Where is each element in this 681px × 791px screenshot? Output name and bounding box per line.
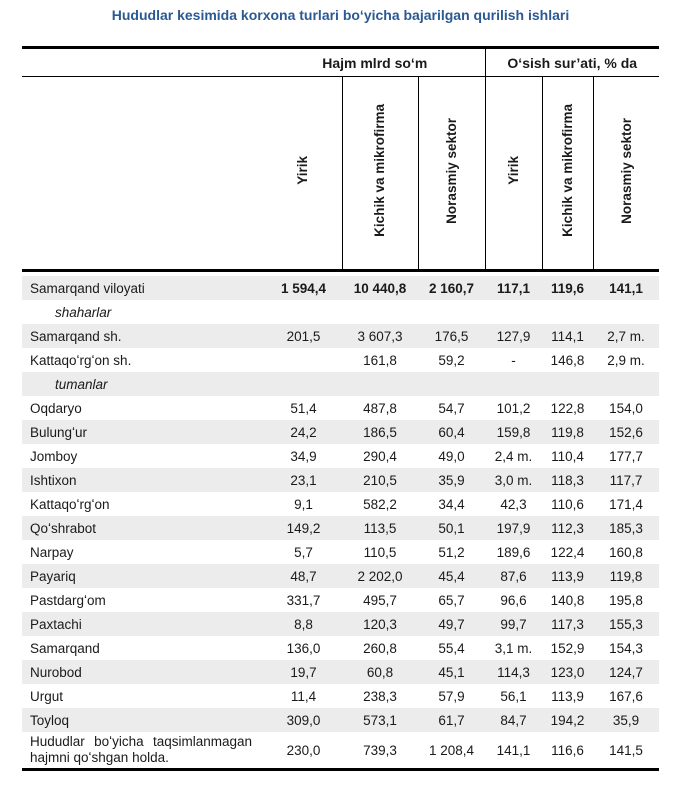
value-cell: 1 594,4 — [280, 280, 327, 296]
value-cell: 119,6 — [550, 280, 585, 296]
value-cell: 161,8 — [363, 352, 397, 368]
value-cell: 160,8 — [609, 544, 643, 560]
value-cell: 152,6 — [609, 424, 643, 440]
region-name: Urgut — [30, 688, 64, 704]
region-name: Bulungʻur — [30, 424, 88, 440]
value-cell: 167,6 — [609, 688, 643, 704]
column-header-label: Kichik va mikrofirma — [559, 104, 575, 237]
value-cell: 118,3 — [551, 472, 584, 488]
data-row — [22, 588, 659, 612]
value-cell: 495,7 — [363, 592, 397, 608]
page-title: Hududlar kesimida korxona turlari boʻyicha bajarilgan qurilish ishlari — [111, 7, 570, 23]
value-cell: 113,9 — [551, 568, 584, 584]
value-cell — [342, 372, 418, 396]
construction-works-table — [22, 46, 659, 771]
value-cell: 19,7 — [290, 664, 317, 680]
value-cell: 260,8 — [363, 640, 397, 656]
column-header-large-volume — [265, 77, 342, 271]
value-cell: 195,8 — [609, 592, 643, 608]
value-cell: 1 208,4 — [428, 742, 475, 758]
data-row — [22, 612, 659, 636]
column-header-informal-growth — [593, 77, 659, 271]
value-cell — [485, 372, 542, 396]
region-name: Qoʻshrabot — [30, 520, 97, 536]
value-cell — [542, 372, 593, 396]
region-name: Kattaqoʻrgʻon sh. — [30, 352, 132, 368]
value-cell: 51,2 — [438, 544, 465, 560]
value-cell: 61,7 — [438, 712, 465, 728]
value-cell: 87,6 — [500, 568, 527, 584]
value-cell: 140,8 — [550, 592, 585, 608]
data-row — [22, 540, 659, 564]
value-cell — [485, 300, 542, 324]
value-cell: 35,9 — [612, 712, 640, 728]
value-cell: 238,3 — [363, 688, 397, 704]
data-row — [22, 684, 659, 708]
value-cell: 112,3 — [551, 520, 584, 536]
value-cell: 59,2 — [438, 352, 465, 368]
value-cell: 54,7 — [438, 400, 465, 416]
value-cell: 49,0 — [438, 448, 465, 464]
value-cell: 2,7 m. — [607, 328, 645, 344]
value-cell: 60,4 — [438, 424, 465, 440]
value-cell: 3,0 m. — [494, 472, 533, 488]
value-cell: 117,7 — [609, 472, 643, 488]
value-cell: 152,9 — [550, 640, 585, 656]
value-cell: 45,4 — [438, 568, 465, 584]
value-cell: 230,0 — [286, 742, 321, 758]
value-cell: 149,2 — [286, 520, 321, 536]
value-cell: 117,3 — [551, 616, 584, 632]
region-name: Kattaqoʻrgʻon — [30, 496, 110, 512]
data-row — [22, 492, 659, 516]
value-cell — [265, 300, 342, 324]
value-cell: 57,9 — [438, 688, 465, 704]
column-header-large-growth — [485, 77, 542, 271]
data-row — [22, 516, 659, 540]
region-name: Nurobod — [30, 664, 82, 680]
value-cell: 154,0 — [609, 400, 643, 416]
value-cell: 119,8 — [609, 568, 643, 584]
value-cell: 49,7 — [438, 616, 465, 632]
column-header-small-micro-volume — [342, 77, 418, 271]
footer-row — [22, 732, 659, 770]
data-row — [22, 660, 659, 684]
value-cell: 2 160,7 — [428, 280, 475, 296]
value-cell: 11,4 — [290, 688, 317, 704]
value-cell: 155,3 — [609, 616, 643, 632]
value-cell: 201,5 — [286, 328, 321, 344]
value-cell: 331,7 — [286, 592, 321, 608]
value-cell: 60,8 — [366, 664, 394, 680]
corner-cell — [22, 48, 265, 77]
value-cell: 96,6 — [500, 592, 527, 608]
region-name: shaharlar — [55, 304, 112, 320]
region-name: tumanlar — [55, 376, 108, 392]
value-cell: 197,9 — [496, 520, 531, 536]
value-cell: 10 440,8 — [353, 280, 407, 296]
value-cell: 117,1 — [496, 280, 531, 296]
value-cell: 210,5 — [363, 472, 397, 488]
data-row — [22, 420, 659, 444]
group-header-growth-rate: Oʻsish sur’ati, % da — [485, 48, 659, 77]
value-cell: 739,3 — [363, 742, 397, 758]
column-header-label: Norasmiy sektor — [618, 117, 634, 224]
region-name: Toyloq — [30, 712, 70, 728]
value-cell: 487,8 — [363, 400, 397, 416]
region-name-text: Hududlar boʻyicha taqsimlanmagan hajmni qoʻshgan holda. — [30, 734, 252, 765]
value-cell: 146,8 — [550, 352, 585, 368]
value-cell: 2,9 m. — [607, 352, 645, 368]
group-header-row — [22, 48, 659, 77]
region-column-header — [22, 77, 265, 271]
column-header-label: Kichik va mikrofirma — [372, 104, 388, 237]
value-cell: 122,4 — [550, 544, 585, 560]
value-cell — [342, 300, 418, 324]
region-name: Jomboy — [30, 448, 78, 464]
region-name: Samarqand viloyati — [30, 280, 145, 296]
section-row — [22, 372, 659, 396]
data-row — [22, 468, 659, 492]
value-cell: - — [511, 352, 516, 368]
value-cell — [593, 300, 659, 324]
value-cell — [542, 300, 593, 324]
data-row — [22, 324, 659, 348]
value-cell: 113,5 — [363, 520, 397, 536]
data-row — [22, 708, 659, 732]
value-cell: 141,1 — [609, 280, 643, 296]
value-cell: 34,9 — [290, 448, 317, 464]
value-cell: 189,6 — [496, 544, 531, 560]
value-cell: 101,2 — [496, 400, 531, 416]
value-cell: 176,5 — [434, 328, 469, 344]
column-header-row — [22, 77, 659, 271]
value-cell: 2 202,0 — [357, 568, 403, 584]
value-cell: 110,5 — [363, 544, 397, 560]
value-cell: 309,0 — [286, 712, 321, 728]
value-cell: 120,3 — [363, 616, 397, 632]
value-cell: 177,7 — [609, 448, 643, 464]
value-cell: 113,9 — [551, 688, 584, 704]
value-cell — [418, 300, 485, 324]
column-header-label: Norasmiy sektor — [443, 117, 459, 224]
value-cell: 2,4 m. — [494, 448, 533, 464]
region-name: Pastdargʻom — [30, 592, 106, 608]
value-cell: 116,6 — [551, 742, 584, 758]
value-cell: 34,4 — [438, 496, 465, 512]
value-cell: 55,4 — [438, 640, 465, 656]
value-cell: 23,1 — [290, 472, 317, 488]
value-cell: 50,1 — [438, 520, 465, 536]
region-name: Oqdaryo — [30, 400, 82, 416]
value-cell: 3,1 m. — [494, 640, 533, 656]
region-name: Samarqand sh. — [30, 328, 122, 344]
value-cell: 84,7 — [500, 712, 527, 728]
value-cell: 51,4 — [290, 400, 317, 416]
value-cell: 194,2 — [550, 712, 585, 728]
value-cell: 141,1 — [496, 742, 531, 758]
value-cell: 42,3 — [500, 496, 527, 512]
value-cell: 159,8 — [496, 424, 531, 440]
value-cell: 185,3 — [609, 520, 643, 536]
value-cell — [265, 348, 342, 372]
value-cell: 582,2 — [363, 496, 397, 512]
value-cell: 171,4 — [609, 496, 643, 512]
value-cell: 154,3 — [609, 640, 643, 656]
region-name: Narpay — [30, 544, 74, 560]
value-cell — [593, 372, 659, 396]
value-cell: 110,4 — [551, 448, 584, 464]
group-header-volume: Hajm mlrd soʻm — [265, 48, 485, 77]
value-cell: 290,4 — [363, 448, 397, 464]
value-cell: 124,7 — [609, 664, 643, 680]
value-cell: 45,1 — [438, 664, 465, 680]
value-cell: 122,8 — [550, 400, 585, 416]
value-cell: 48,7 — [290, 568, 317, 584]
table-body — [22, 271, 659, 770]
data-row — [22, 444, 659, 468]
value-cell: 3 607,3 — [357, 328, 403, 344]
value-cell: 127,9 — [496, 328, 531, 344]
data-row — [22, 564, 659, 588]
column-header-label: Yirik — [295, 156, 311, 185]
value-cell: 9,1 — [294, 496, 313, 512]
value-cell: 119,8 — [551, 424, 584, 440]
value-cell: 136,0 — [286, 640, 321, 656]
region-name — [22, 732, 265, 770]
value-cell: 8,8 — [294, 616, 313, 632]
value-cell: 573,1 — [363, 712, 397, 728]
data-row — [22, 348, 659, 372]
value-cell: 123,0 — [550, 664, 585, 680]
region-name: Samarqand — [30, 640, 100, 656]
value-cell: 5,7 — [294, 544, 313, 560]
value-cell: 56,1 — [500, 688, 527, 704]
value-cell: 24,2 — [290, 424, 317, 440]
value-cell: 99,7 — [500, 616, 527, 632]
region-name: Payariq — [30, 568, 76, 584]
value-cell: 35,9 — [438, 472, 465, 488]
data-row — [22, 396, 659, 420]
column-header-informal-volume — [418, 77, 485, 271]
section-row — [22, 300, 659, 324]
value-cell: 141,5 — [609, 742, 643, 758]
value-cell: 114,1 — [551, 328, 584, 344]
value-cell: 114,3 — [497, 664, 530, 680]
data-row — [22, 636, 659, 660]
column-header-small-micro-growth — [542, 77, 593, 271]
region-name: Ishtixon — [30, 472, 77, 488]
value-cell: 110,6 — [551, 496, 584, 512]
value-cell: 65,7 — [438, 592, 465, 608]
value-cell: 186,5 — [363, 424, 397, 440]
region-name: Paxtachi — [30, 616, 82, 632]
column-header-label: Yirik — [505, 156, 521, 185]
value-cell — [418, 372, 485, 396]
total-row — [22, 276, 659, 300]
value-cell — [265, 372, 342, 396]
